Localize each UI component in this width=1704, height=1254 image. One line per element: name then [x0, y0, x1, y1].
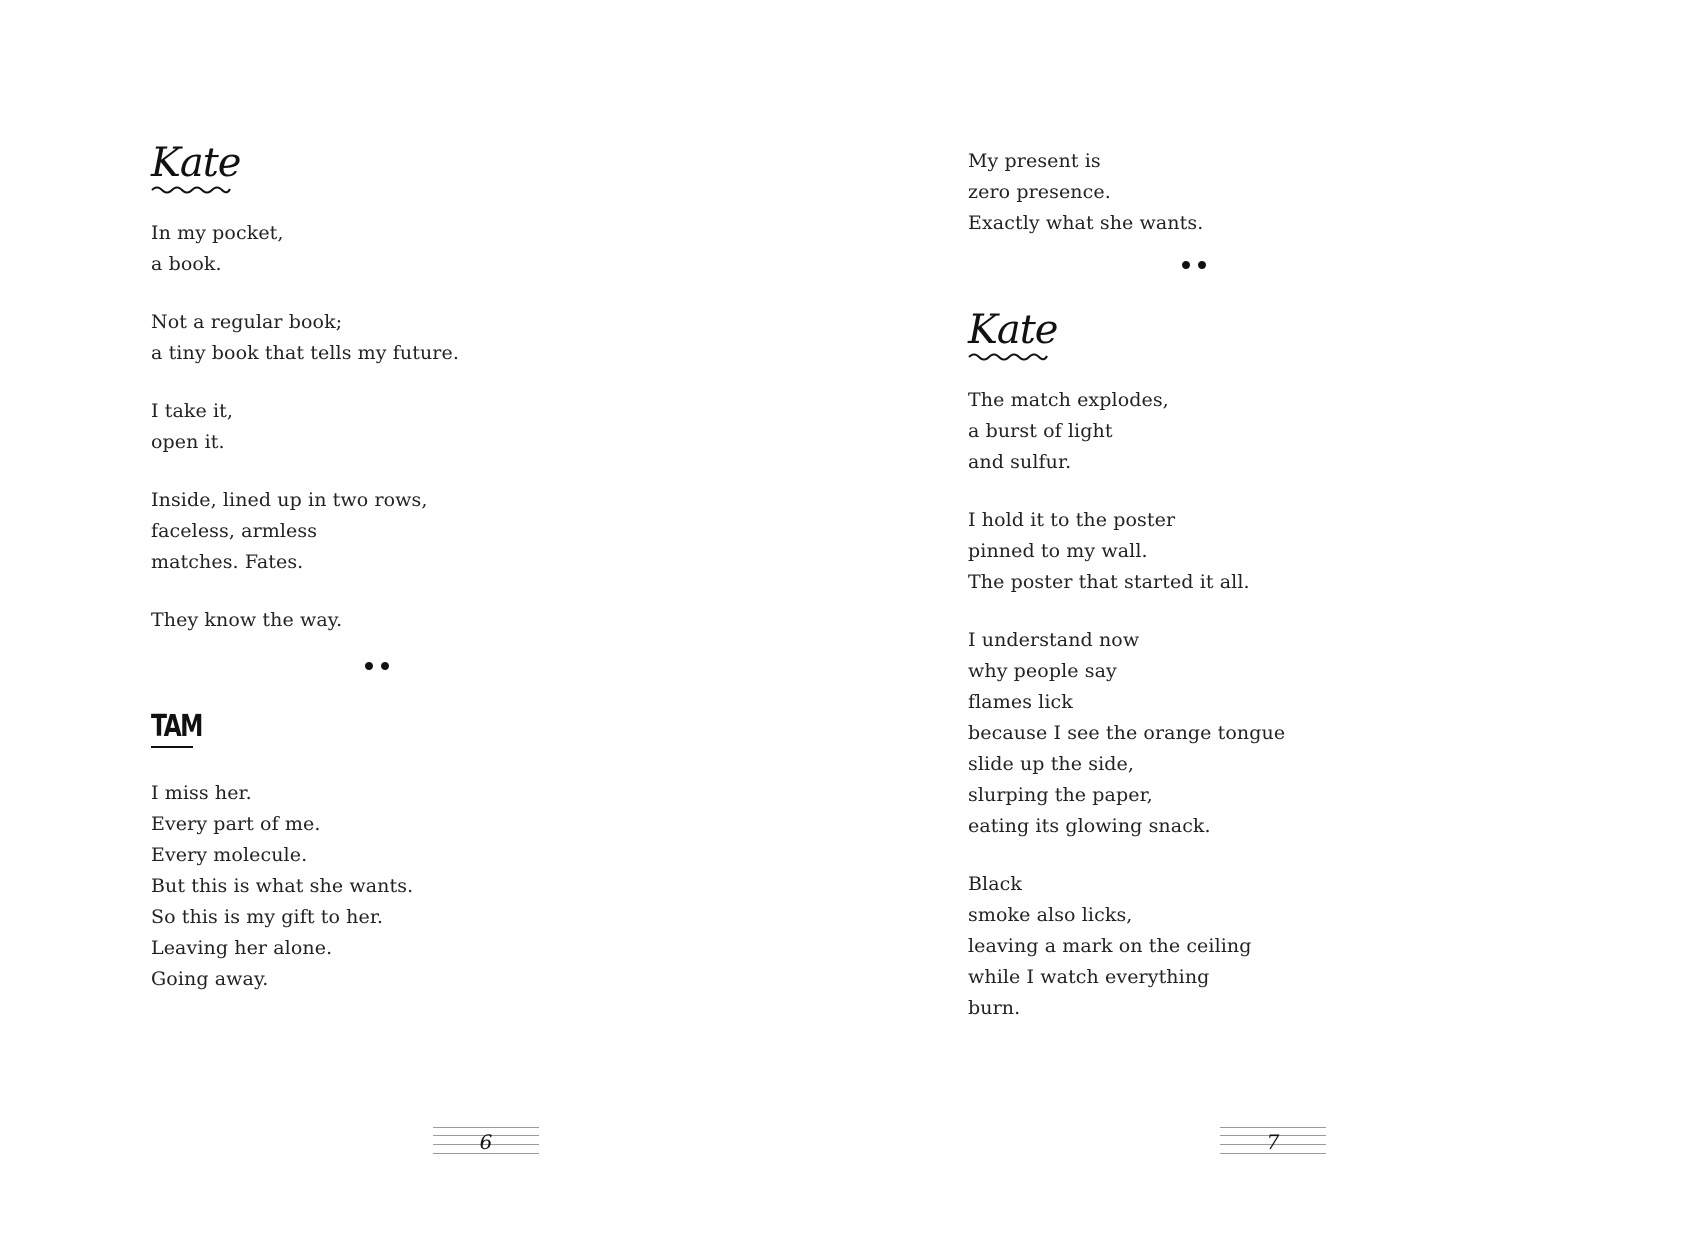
stanza — [968, 625, 1528, 842]
poem-line: The poster that started it all. — [968, 571, 1250, 593]
poem-line: while I watch everything — [968, 966, 1210, 988]
poem-line: zero presence. — [968, 181, 1111, 203]
poem-line: burn. — [968, 997, 1021, 1019]
poem-line: pinned to my wall. — [968, 540, 1148, 562]
stanza — [968, 385, 1528, 478]
stanza — [151, 485, 711, 578]
speaker-heading-kate — [968, 307, 1528, 363]
speaker-name: Kate — [151, 140, 240, 196]
divider-dot — [1198, 261, 1206, 269]
stanza — [151, 218, 711, 280]
poem-line: I take it, — [151, 400, 234, 422]
right-page-text — [968, 146, 1528, 1051]
divider-dot — [381, 662, 389, 670]
poem-line: slide up the side, — [968, 753, 1135, 775]
poem-line: Not a regular book; — [151, 311, 343, 333]
speaker-heading-kate — [151, 140, 711, 196]
poem-line: They know the way. — [151, 609, 343, 631]
poem-line: a burst of light — [968, 420, 1113, 442]
poem-line: I miss her. — [151, 782, 252, 804]
poem-line: Every part of me. — [151, 813, 321, 835]
page-number-box — [1220, 1127, 1326, 1157]
poem-line: slurping the paper, — [968, 784, 1153, 806]
divider-dot — [365, 662, 373, 670]
stanza — [151, 307, 711, 369]
poem-line: smoke also licks, — [968, 904, 1133, 926]
poem-line: But this is what she wants. — [151, 875, 414, 897]
poem-line: eating its glowing snack. — [968, 815, 1211, 837]
poem-line: Going away. — [151, 968, 269, 990]
poem-line: So this is my gift to her. — [151, 906, 384, 928]
poem-line: Exactly what she wants. — [968, 212, 1204, 234]
right-page — [852, 0, 1704, 1254]
wave-underline-icon — [151, 184, 231, 194]
left-page-text — [151, 140, 711, 1022]
wave-underline-icon — [968, 351, 1048, 361]
poem-line: The match explodes, — [968, 389, 1169, 411]
poem-line: and sulfur. — [968, 451, 1072, 473]
poem-line: I hold it to the poster — [968, 509, 1176, 531]
section-divider — [968, 259, 1528, 289]
stanza — [151, 605, 711, 636]
poem-line: faceless, armless — [151, 520, 318, 542]
poem-line: because I see the orange tongue — [968, 722, 1286, 744]
poem-line: matches. Fates. — [151, 551, 304, 573]
poem-line: I understand now — [968, 629, 1140, 651]
stanza — [151, 778, 711, 995]
page-number: 6 — [479, 1130, 493, 1154]
page-number-box — [433, 1127, 539, 1157]
divider-dot — [1182, 261, 1190, 269]
poem-line: open it. — [151, 431, 225, 453]
poem-line: Leaving her alone. — [151, 937, 333, 959]
poem-line: why people say — [968, 660, 1117, 682]
heading-underline — [151, 746, 193, 748]
poem-line: Every molecule. — [151, 844, 308, 866]
speaker-heading-tam — [151, 710, 711, 748]
stanza — [968, 146, 1528, 239]
poem-line: My present is — [968, 150, 1101, 172]
poem-line: Black — [968, 873, 1023, 895]
folio-rule — [1220, 1127, 1326, 1128]
stanza — [151, 396, 711, 458]
poem-line: flames lick — [968, 691, 1073, 713]
stanza — [968, 505, 1528, 598]
speaker-name: Kate — [968, 307, 1057, 363]
poem-line: In my pocket, — [151, 222, 284, 244]
poem-line: a tiny book that tells my future. — [151, 342, 459, 364]
speaker-name: TAM — [151, 709, 202, 744]
stanza — [968, 869, 1528, 1024]
page-number: 7 — [1266, 1130, 1280, 1154]
section-divider — [151, 654, 711, 684]
poem-line: a book. — [151, 253, 222, 275]
poem-line: Inside, lined up in two rows, — [151, 489, 428, 511]
poem-line: leaving a mark on the ceiling — [968, 935, 1252, 957]
folio-rule — [433, 1127, 539, 1128]
